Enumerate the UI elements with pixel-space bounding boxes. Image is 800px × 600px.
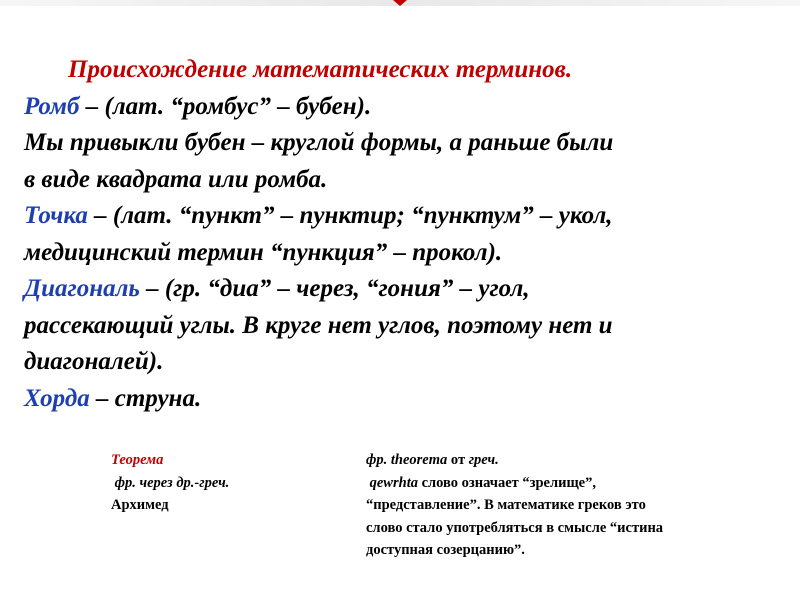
footnote-term-teorema: Теорема bbox=[111, 452, 164, 468]
slide-title: Происхождение математических терминов. bbox=[68, 56, 573, 83]
footnote-meaning: слово означает “зрелище”, bbox=[421, 474, 596, 491]
tochka-definition: – (лат. “пункт” – пунктир; “пунктум” – укол, bbox=[87, 202, 613, 229]
tochka-definition-line bbox=[24, 198, 784, 235]
main-text-block bbox=[24, 52, 784, 417]
term-diagonal: Диагональ bbox=[24, 275, 140, 302]
footnote-etymology-line-4: слово стало употребляться в смысле “истина bbox=[366, 519, 664, 536]
romb-explanation-line-2: в виде квадрата или ромба. bbox=[24, 165, 328, 193]
footnote-etymology-line-1 bbox=[366, 449, 663, 472]
footnote-origin bbox=[111, 472, 229, 495]
top-decorative-bar bbox=[0, 0, 800, 6]
romb-definition-line bbox=[24, 89, 784, 126]
footnote-origin-text: фр. через др.-греч. bbox=[114, 474, 230, 491]
footnote-left-column bbox=[111, 449, 229, 517]
term-romb: Ромб bbox=[24, 92, 80, 120]
red-triangle-marker-icon bbox=[393, 0, 407, 6]
diagonal-definition-line bbox=[24, 271, 784, 308]
diagonal-definition: – (гр. “диа” – через, “гония” – угол, bbox=[139, 275, 530, 302]
horda-definition-line bbox=[24, 381, 784, 418]
footnote-person: Архимед bbox=[111, 497, 169, 513]
footnote-right-column bbox=[366, 449, 663, 562]
footnote-ot: от bbox=[450, 452, 469, 468]
diagonal-explanation-line-1: рассекающий углы. В круге нет углов, поэтому нет и bbox=[24, 311, 613, 339]
footnote-etymology-line-3: “представление”. В математике греков это bbox=[366, 497, 646, 513]
term-tochka: Точка bbox=[24, 202, 88, 229]
horda-definition: – струна. bbox=[89, 384, 202, 412]
romb-explanation-line-1: Мы привыкли бубен – круглой формы, а раньше были bbox=[24, 129, 614, 156]
tochka-explanation-line: медицинский термин “пункция” – прокол). bbox=[24, 238, 503, 266]
term-horda: Хорда bbox=[24, 384, 90, 412]
footnote-grech: греч. bbox=[468, 452, 499, 468]
footnote-greek-word: qewrhta bbox=[369, 474, 422, 491]
footnote-etymology-line-5: доступная созерцанию”. bbox=[366, 542, 525, 558]
romb-definition: – (лат. “ромбус” – бубен). bbox=[79, 92, 372, 120]
footnote-etymology-line-2 bbox=[366, 472, 663, 495]
diagonal-explanation-line-2: диагоналей). bbox=[24, 348, 164, 375]
footnote-fr-theorema: фр. theorema bbox=[366, 452, 451, 468]
